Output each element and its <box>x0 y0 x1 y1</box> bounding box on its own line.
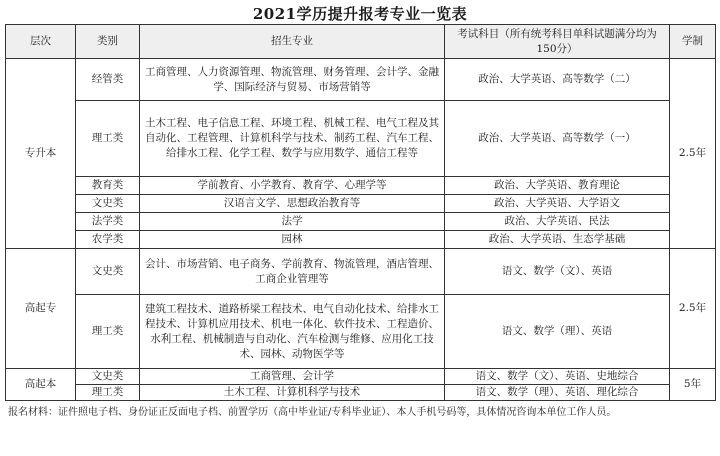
table-row <box>6 249 716 295</box>
category-cell: 理工类 <box>76 295 140 369</box>
header-duration: 学制 <box>670 25 716 59</box>
duration-cell: 2.5年 <box>670 59 716 249</box>
majors-cell: 建筑工程技术、道路桥梁工程技术、电气自动化技术、给排水工程技术、计算机应用技术、机电一体化、软件技术、工程造价、水利工程、机械制造与自动化、汽车检测与维修、应用化工技术、园林、动物医学等 <box>140 295 445 369</box>
duration-cell: 2.5年 <box>670 249 716 369</box>
exam-cell: 语文、数学（文）、英语、史地综合 <box>445 369 670 385</box>
majors-cell: 工商管理、人力资源管理、物流管理、财务管理、会计学、金融学、国际经济与贸易、市场营销等 <box>140 59 445 101</box>
majors-cell: 土木工程、电子信息工程、环境工程、机械工程、电气工程及其自动化、工程管理、计算机科学与技术、制药工程、汽车工程、给排水工程、化学工程、数学与应用数学、通信工程等 <box>140 101 445 177</box>
header-level: 层次 <box>6 25 76 59</box>
header-category: 类别 <box>76 25 140 59</box>
exam-cell: 政治、大学英语、高等数学（一） <box>445 101 670 177</box>
table-row <box>6 231 716 249</box>
table-row <box>6 101 716 177</box>
level-cell: 高起本 <box>6 369 76 401</box>
majors-cell: 学前教育、小学教育、教育学、心理学等 <box>140 177 445 195</box>
exam-cell: 语文、数学（理）、英语、理化综合 <box>445 385 670 401</box>
category-cell: 农学类 <box>76 231 140 249</box>
table-row <box>6 295 716 369</box>
table-row <box>6 369 716 385</box>
table-row <box>6 385 716 401</box>
category-cell: 理工类 <box>76 101 140 177</box>
category-cell: 法学类 <box>76 213 140 231</box>
category-cell: 文史类 <box>76 195 140 213</box>
majors-cell: 会计、市场营销、电子商务、学前教育、物流管理，酒店管理、工商企业管理等 <box>140 249 445 295</box>
majors-cell: 汉语言文学、思想政治教育等 <box>140 195 445 213</box>
exam-cell: 政治、大学英语、高等数学（二） <box>445 59 670 101</box>
majors-cell: 园林 <box>140 231 445 249</box>
header-row <box>6 25 716 59</box>
category-cell: 教育类 <box>76 177 140 195</box>
majors-cell: 土木工程、计算机科学与技术 <box>140 385 445 401</box>
table-row <box>6 195 716 213</box>
table-title: 2021学历提升报考专业一览表 <box>252 5 468 23</box>
category-cell: 理工类 <box>76 385 140 401</box>
duration-cell: 5年 <box>670 369 716 401</box>
header-exam: 考试科目（所有统考科目单科试题满分均为150分） <box>445 25 670 59</box>
majors-cell: 法学 <box>140 213 445 231</box>
exam-cell: 政治、大学英语、生态学基础 <box>445 231 670 249</box>
category-cell: 文史类 <box>76 369 140 385</box>
majors-table <box>5 24 716 401</box>
level-cell: 高起专 <box>6 249 76 369</box>
category-cell: 文史类 <box>76 249 140 295</box>
exam-cell: 政治、大学英语、大学语文 <box>445 195 670 213</box>
exam-cell: 政治、大学英语、民法 <box>445 213 670 231</box>
category-cell: 经管类 <box>76 59 140 101</box>
exam-cell: 语文、数学（理）、英语 <box>445 295 670 369</box>
application-materials-note: 报名材料：证件照电子档、身份证正反面电子档、前置学历（高中毕业证/专科毕业证）、本人手机号码等，具体情况咨询本单位工作人员。 <box>8 407 617 418</box>
exam-cell: 语文、数学（文）、英语 <box>445 249 670 295</box>
table-row <box>6 177 716 195</box>
majors-cell: 工商管理、会计学 <box>140 369 445 385</box>
table-row <box>6 213 716 231</box>
level-cell: 专升本 <box>6 59 76 249</box>
header-majors: 招生专业 <box>140 25 445 59</box>
table-row <box>6 59 716 101</box>
exam-cell: 政治、大学英语、教育理论 <box>445 177 670 195</box>
